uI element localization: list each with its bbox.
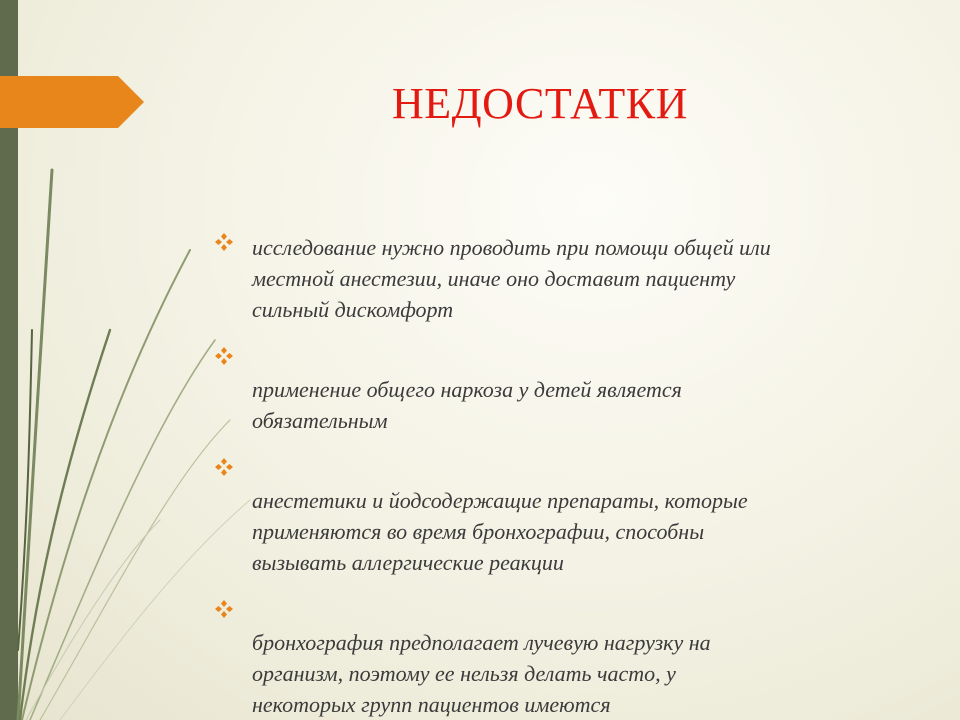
diamond-bullet-icon <box>214 346 234 366</box>
bullet-text: анестетики и йодсодержащие препараты, которые применяются во время бронхографии, способны вызывать аллергические реакции <box>252 488 748 575</box>
slide-title: НЕДОСТАТКИ <box>392 79 688 128</box>
bullet-item <box>214 232 914 325</box>
bullet-item <box>214 457 914 578</box>
bullet-text: применение общего наркоза у детей является обязательным <box>252 377 682 433</box>
diamond-bullet-icon <box>214 599 234 619</box>
bullet-text: бронхография предполагает лучевую нагрузку на организм, поэтому ее нельзя делать часто, у некоторых групп пациентов имеются <box>252 630 711 717</box>
bullet-item <box>214 346 914 436</box>
bullet-list <box>214 232 914 720</box>
orange-arrow-tab <box>0 0 160 140</box>
bullet-item <box>214 599 914 720</box>
bullet-text: исследование нужно проводить при помощи общей или местной анестезии, иначе оно доставит пациенту сильный дискомфорт <box>252 235 771 322</box>
diamond-bullet-icon <box>214 232 234 252</box>
diamond-bullet-icon <box>214 457 234 477</box>
